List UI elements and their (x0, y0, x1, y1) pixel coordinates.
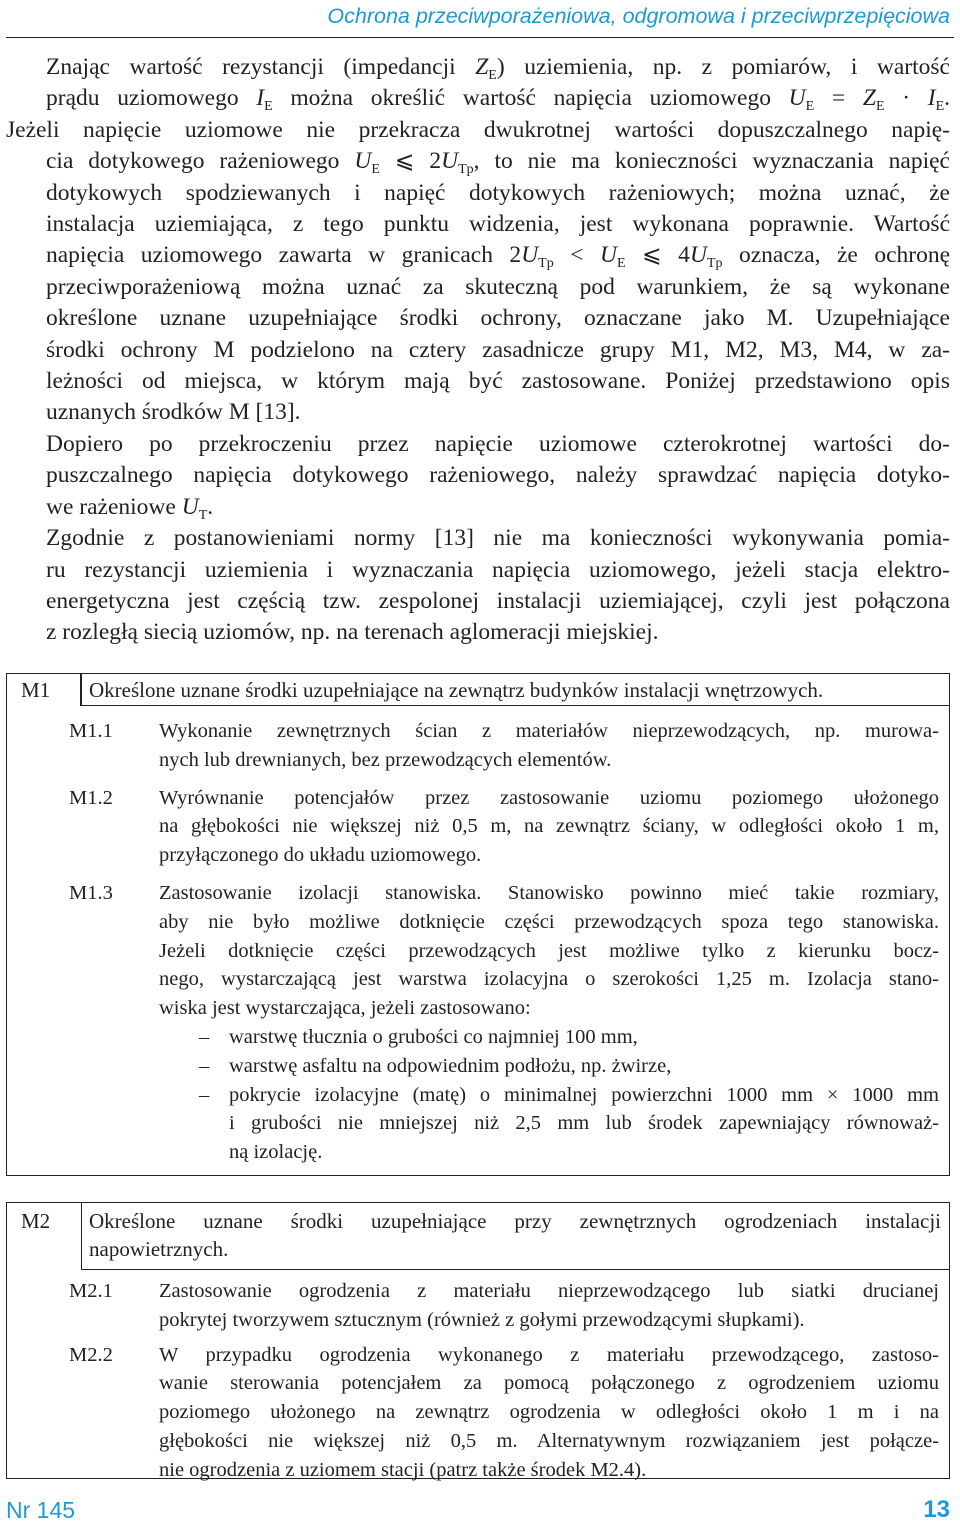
box-header (7, 1203, 949, 1265)
text-line: pokrytej tworzywem sztucznym (również z gołymi przewodzącymi słupkami). (159, 1308, 805, 1331)
text-line: pokrycie izolacyjne (matę) o minimalnej powierzchni 1000 mm × 1000 mm (229, 1083, 939, 1106)
dash-list-item (159, 1052, 939, 1081)
paragraph (6, 429, 950, 523)
text-line: nych lub drewnianych, bez przewodzących elementów. (159, 748, 612, 771)
text-line: Zastosowanie ogrodzenia z materiału nieprzewodzącego lub siatki drucianej (159, 1280, 939, 1302)
box-title (81, 1203, 949, 1265)
text-line: określone uznane uzupełniające środki ochrony, oznaczane jako M. Uzupełniające (46, 305, 950, 332)
text-line: na głębokości nie większej niż 0,5 m, na zewnątrz ściany, w odległości około 1 m, (159, 815, 939, 838)
item-text (159, 1341, 949, 1485)
paragraph (6, 523, 950, 649)
text-line: leżności od miejsca, w którym mają być zastosowane. Poniżej przedstawiono opis (46, 368, 950, 395)
item-code: M1.2 (69, 786, 113, 809)
item-text (159, 784, 949, 870)
text-line: poziomego ułożonego na zewnątrz ogrodzenia w odległości około 1 m i na (159, 1401, 939, 1424)
text-line: ru rezystancji uziemienia i wyznaczania napięcia uziomowego, jeżeli stacja elektro- (46, 556, 950, 583)
dash-bullet: – (199, 1025, 210, 1048)
text-line: z rozległą siecią uziomów, np. na terenach aglomeracji miejskiej. (46, 619, 659, 646)
text-line: nie ogrodzenia z uziomem stacji (patrz także środek M2.4). (159, 1458, 647, 1481)
text-line: wiska jest wystarczająca, jeżeli zastosowano: (159, 997, 531, 1020)
text-line: uznanych środków M [13]. (46, 399, 301, 426)
text-line: napowietrznych. (89, 1237, 229, 1261)
measure-item (7, 1341, 949, 1485)
paragraph (6, 52, 950, 429)
dash-list-item (159, 1081, 939, 1167)
text-line: dotykowych spodziewanych i napięć dotykowych rażeniowych; można uznać, że (46, 179, 950, 206)
box-header (7, 674, 949, 706)
text-line: wanie sterowania potencjałem za pomocą połączonego z ogrodzeniem uziomu (159, 1372, 939, 1395)
text-line: środki ochrony M podzielono na cztery zasadnicze grupy M1, M2, M3, M4, w za- (46, 336, 950, 363)
item-text (159, 1277, 949, 1335)
text-line: ną izolację. (229, 1141, 323, 1164)
measure-item (7, 717, 949, 775)
body-text (6, 52, 950, 649)
text-line: Dopiero po przekroczeniu przez napięcie uziomowe czterokrotnej wartości do- (46, 430, 950, 457)
measure-box-m1 (6, 673, 950, 1176)
text-line: cia dotykowego rażeniowego $U_E$ ⩽ $2U_{Tp}$, to nie ma konieczności wyznaczania napięć (46, 148, 950, 178)
box-code-divider (81, 1203, 82, 1269)
header-rule (6, 37, 954, 38)
text-line: Zgodnie z postanowieniami normy [13] nie ma konieczności wykonywania pomia- (46, 525, 950, 552)
text-line: Znając wartość rezystancji (impedancji $Z_E$) uziemienia, np. z pomiarów, i wartość (46, 54, 950, 83)
box-divider (81, 705, 949, 706)
running-header-title: Ochrona przeciwporażeniowa, odgromowa i przeciwprzepięciowa (327, 4, 950, 28)
box-code-divider (81, 674, 82, 705)
text-line: Zastosowanie izolacji stanowiska. Stanowisko powinno mieć takie rozmiary, (159, 881, 939, 904)
text-line: W przypadku ogrodzenia wykonanego z materiału przewodzącego, zastoso- (159, 1343, 939, 1366)
text-line: instalacja uziemiająca, z tego punktu widzenia, jest wykonana poprawnie. Wartość (46, 211, 950, 238)
text-line: napięcia uziomowego zawarta w granicach $2U_{Tp} < U_E$ ⩽ $4U_{Tp}$ oznacza, że ochronę (46, 242, 951, 272)
text-line: przyłączonego do układu uziomowego. (159, 844, 482, 867)
text-line: warstwę tłucznia o grubości co najmniej 100 mm, (229, 1025, 638, 1048)
dash-bullet: – (199, 1083, 210, 1106)
box-code: M2 (21, 1209, 51, 1233)
text-line: Określone uznane środki uzupełniające przy zewnętrznych ogrodzeniach instalacji (89, 1209, 941, 1233)
box-items (7, 1277, 949, 1485)
item-text (159, 717, 949, 775)
measure-box-m2 (6, 1202, 950, 1479)
item-text (159, 879, 949, 1167)
item-code: M2.2 (69, 1343, 113, 1366)
issue-number: Nr 145 (6, 1497, 76, 1523)
text-line: aby nie było możliwe dotknięcie części przewodzących spoza tego stanowiska. (159, 910, 939, 933)
box-divider (81, 1269, 949, 1270)
text-line: energetyczna jest częścią tzw. zespolonej instalacji uziemiającej, czyli jest połączona (46, 587, 950, 614)
measure-item (7, 1277, 949, 1335)
text-line: Wyrównanie potencjałów przez zastosowanie uziomu poziomego ułożonego (159, 786, 939, 809)
text-line: Wykonanie zewnętrznych ścian z materiałów nieprzewodzących, np. murowa- (159, 720, 939, 742)
page-number: 13 (923, 1496, 950, 1523)
text-line: nego, wystarczającą jest warstwa izolacyjna o szerokości 1,25 m. Izolacja stano- (159, 968, 939, 991)
text-line: prądu uziomowego $I_E$ można określić wartość napięcia uziomowego $U_E = Z_E \cdot I_E$. (46, 85, 950, 115)
box-code: M1 (7, 674, 81, 706)
text-line: i grubości nie mniejszej niż 2,5 mm lub środek zapewniający równoważ- (229, 1112, 939, 1135)
dash-list-item (159, 1023, 939, 1052)
box-title: Określone uznane środki uzupełniające na zewnątrz budynków instalacji wnętrzowych. (89, 678, 824, 702)
box-items (7, 717, 949, 1167)
item-code: M1.1 (69, 720, 113, 742)
text-line: puszczalnego napięcia dotykowego rażeniowego, należy sprawdzać napięcia dotyko- (46, 462, 950, 489)
measure-item (7, 784, 949, 870)
measure-item (7, 879, 949, 1167)
text-line: Jeżeli napięcie uziomowe nie przekracza dwukrotnej wartości dopuszczalnego napię- (6, 116, 950, 143)
text-line: przeciwporażeniową można uznać za skuteczną pod warunkiem, że są wykonane (46, 273, 950, 300)
item-code: M1.3 (69, 881, 113, 904)
text-line: we rażeniowe $U_T$. (46, 493, 214, 523)
item-code: M2.1 (69, 1280, 113, 1302)
text-line: Jeżeli dotknięcie części przewodzących jest możliwe tylko z kierunku bocz- (159, 939, 939, 962)
dash-bullet: – (199, 1054, 210, 1077)
text-line: głębokości nie większej niż 0,5 m. Alternatywnym rozwiązaniem jest połącze- (159, 1429, 939, 1452)
text-line: warstwę asfaltu na odpowiednim podłożu, np. żwirze, (229, 1054, 672, 1077)
